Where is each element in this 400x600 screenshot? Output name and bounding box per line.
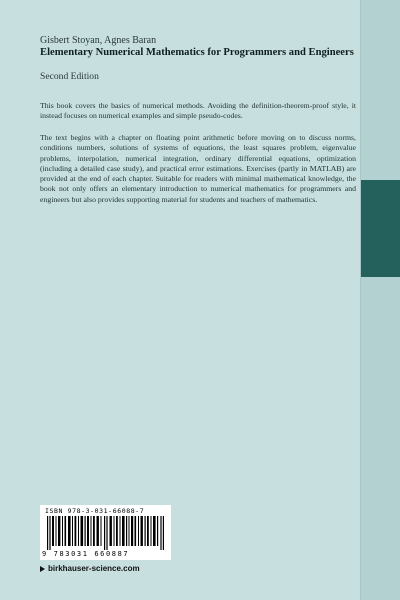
website-label: birkhauser-science.com	[48, 564, 140, 573]
accent-block	[361, 180, 400, 277]
arrow-right-icon	[40, 566, 45, 572]
description-paragraph-1: This book covers the basics of numerical methods. Avoiding the definition-theorem-proof style, it instead focuses on numerical examples and simple pseudo-codes.	[40, 101, 356, 121]
authors: Gisbert Stoyan, Agnes Baran	[40, 35, 157, 46]
barcode-digits: 9 783031 660887	[42, 550, 130, 558]
spine-band	[360, 0, 400, 600]
description-paragraph-2: The text begins with a chapter on floating point arithmetic before moving on to discuss norms, conditions numbers, solutions of systems of equations, the least squares problem, eigenvalue problems, interpolation, numerical integration, ordinary differential equations, optimization (including a detailed case study), and practical error estimations. Exercises (partly in MATLAB) are provided at the end of each chapter. Suitable for readers with minimal mathematical knowledge, the book not only offers an elementary introduction to numerical mathematics for programmers and engineers but also provides supporting material for students and teachers of mathematics.	[40, 133, 356, 204]
edition-label: Second Edition	[40, 71, 99, 82]
barcode	[40, 505, 171, 560]
book-title: Elementary Numerical Mathematics for Programmers and Engineers	[40, 47, 354, 58]
barcode-bars-icon	[47, 516, 165, 550]
isbn-label: ISBN 978-3-031-66088-7	[45, 507, 145, 515]
publisher-website[interactable]	[40, 564, 140, 573]
